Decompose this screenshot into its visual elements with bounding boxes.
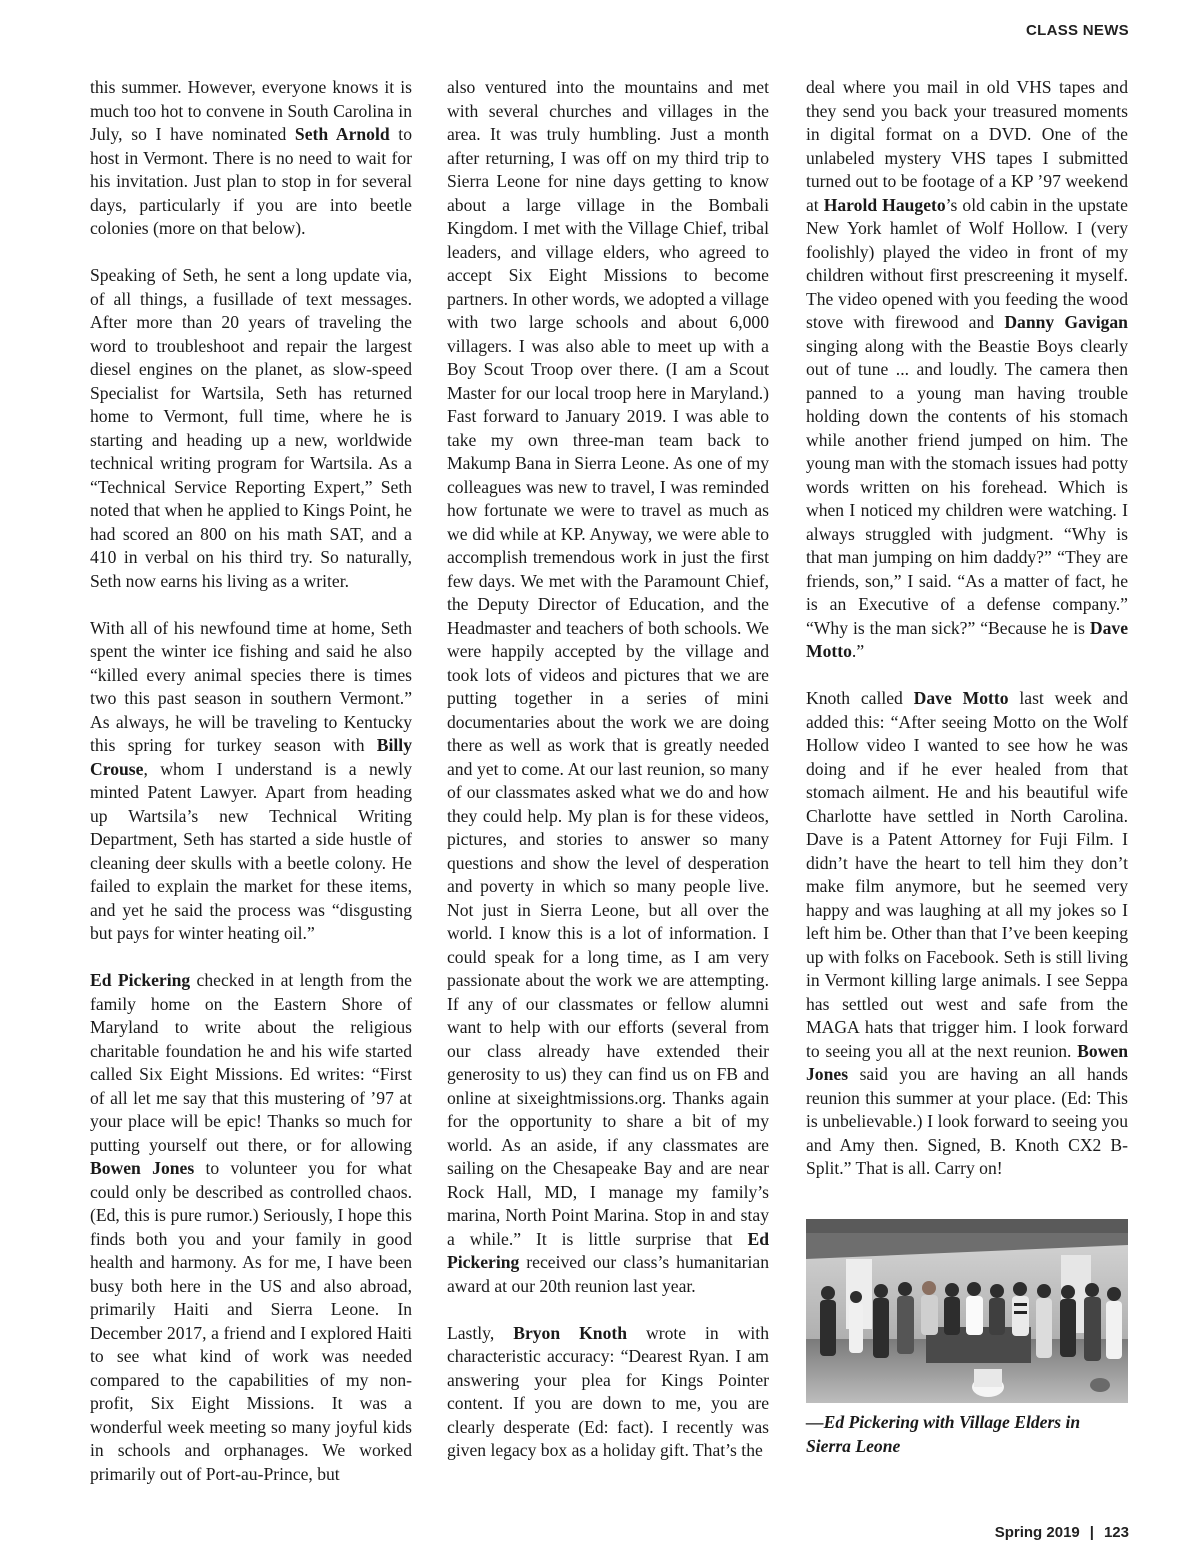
page-number: 123: [1103, 1524, 1129, 1541]
classmate-name: Harold Haugeto: [823, 194, 946, 215]
section-header: CLASS NEWS: [1025, 22, 1129, 39]
classmate-name: Bowen Jones: [90, 1158, 195, 1178]
village-elders-photo: [806, 1219, 1128, 1403]
article-paragraph: Ed Pickering checked in at length from the family home on the Eastern Shore of Maryland to write about the religious charitable foundation he and his wife started called Six Eight Missions. Ed writes: “First of all let me say that this mustering of ’97 at your place will be epic! Thanks so much for putting yourself out there, or for allowing Bowen Jones to volunteer you for what could only be described as controlled chaos. (Ed, this is pure rumor.) Seriously, I hope this finds both you and your family in good health and harmony. As for me, I have been busy both here in the US and also abroad, primarily Haiti and Sierra Leone. In December 2017, a friend and I explored Haiti to see what kind of work was needed compared to the capabilities of my non-profit, Six Eight Missions. It was a wonderful week meeting so many joyful kids in schools and orphanages. We worked primarily out of Port-au-Prince, but: [90, 970, 412, 1484]
classmate-name: Dave Motto: [913, 688, 1009, 708]
classmate-name: Seth Arnold: [294, 124, 390, 144]
classmate-name: Ed Pickering: [90, 970, 191, 990]
footer-separator: |: [1089, 1524, 1094, 1541]
classmate-name: Danny Gavigan: [1004, 312, 1128, 332]
photo-caption: —Ed Pickering with Village Elders in Sierra Leone: [806, 1412, 1081, 1456]
page-footer: [995, 1524, 1129, 1541]
classmate-name: Bowen Jones: [806, 1040, 1128, 1084]
issue-label: Spring 2019: [994, 1524, 1080, 1541]
article-paragraph: also ventured into the mountains and met with several churches and villages in the area. It was truly humbling. Just a month after returning, I was off on my third trip to Sierra Leone for nine days getting to know about a large village in the Bombali Kingdom. I met with the Village Chief, tribal leaders, and village elders, who agreed to accept Six Eight Missions to become partners. In other words, we adopted a village with two large schools and about 6,000 villagers. I was also able to meet up with a Boy Scout Troop over there. (I am a Scout Master for our local troop here in Maryland.) Fast forward to January 2019. I was able to take my own three-man team back to Makump Bana in Sierra Leone. As one of my colleagues was new to travel, I was reminded how fortunate we were to travel as much as we did while at KP. Anyway, we were able to accomplish tremendous work in just the first few days. We met with the Paramount Chief, the Deputy Director of Education, and the Headmaster and teachers of both schools. We were happily accepted by the village and took lots of videos and pictures that we are putting together in a series of mini documentaries about the work we are doing there as well as work that is greatly needed and yet to come. At our last reunion, so many of our classmates asked what we do and how they could help. My plan is for these videos, pictures, and stories to answer so many questions and show the level of desperation and poverty in which so many people live. Not just in Sierra Leone, but all over the world. I know this is a lot of information. I could speak for a long time, as I am very passionate about the work we are attempting. If any of our classmates or fellow alumni want to help with our efforts (several from our class already have extended their generosity to us) they can find us on FB and online at sixeightmissions.org. Thanks again for the opportunity to share a bit of my world. As an aside, if any classmates are sailing on the Chesapeake Bay and are near Rock Hall, MD, I manage my family’s marina, North Point Marina. Stop in and stay a while.” It is little surprise that Ed Pickering received our class’s humanitarian award at our 20th reunion last year.: [447, 77, 769, 1296]
classmate-name: Billy Crouse: [90, 735, 412, 779]
article-paragraph: Lastly, Bryon Knoth wrote in with characteristic accuracy: “Dearest Ryan. I am answering your plea for Kings Pointer content. If you are down to me, you are clearly desperate (Ed: fact). I recently was given legacy box as a holiday gift. That’s the: [447, 1322, 769, 1460]
article-column-3: [806, 76, 1128, 1181]
photo-illustration: [806, 1219, 1128, 1403]
article-column-1: [90, 76, 412, 1486]
article-paragraph: Speaking of Seth, he sent a long update via, of all things, a fusillade of text messages. After more than 20 years of traveling the word to troubleshoot and repair the largest diesel engines on the planet, as slow-speed Specialist for Wartsila, Seth has returned home to Vermont, full time, where he is starting and heading up a new, worldwide technical writing program for Wartsila. As a “Technical Service Reporting Expert,” Seth noted that when he applied to Kings Point, he had scored an 800 on his math SAT, and a 410 in verbal on his third try. So naturally, Seth now earns his living as a writer.: [90, 265, 412, 591]
article-paragraph: this summer. However, everyone knows it is much too hot to convene in South Carolina in July, so I have nominated Seth Arnold to host in Vermont. There is no need to wait for his invitation. Just plan to stop in for several days, particularly if you are into beetle colonies (more on that below).: [90, 77, 412, 238]
article-paragraph: Knoth called Dave Motto last week and added this: “After seeing Motto on the Wolf Hollow video I wanted to see how he was doing and if he ever healed from that stomach ailment. He and his beautiful wife Charlotte have settled in North Carolina. Dave is a Patent Attorney for Fuji Film. I didn’t have the heart to tell him they don’t make film anymore, but he seemed very happy and was laughing at all my jokes so I left him be. Other than that I’ve been keeping up with folks on Facebook. Seth is still living in Vermont killing large animals. I see Seppa has settled out west and safe from the MAGA hats that trigger him. I look forward to seeing you all at the next reunion. Bowen Jones said you are having an all hands reunion this summer at your place. (Ed: This is unbelievable.) I look forward to seeing you and Amy then. Signed, B. Knoth CX2 B-Split.” That is all. Carry on!: [806, 688, 1128, 1178]
article-column-2: [447, 76, 769, 1463]
classmate-name: Bryon Knoth: [513, 1322, 628, 1343]
classmate-name: Ed Pickering: [447, 1228, 769, 1272]
article-paragraph: deal where you mail in old VHS tapes and they send you back your treasured moments in digital format on a DVD. One of the unlabeled mystery VHS tapes I submitted turned out to be footage of a KP ’97 weekend at Harold Haugeto’s old cabin in the upstate New York hamlet of Wolf Hollow. I (very foolishly) played the video in front of my children without first prescreening it myself. The video opened with you feeding the wood stove with firewood and Danny Gavigan singing along with the Beastie Boys clearly out of tune ... and loudly. The camera then panned to a young man having trouble holding down the contents of his stomach while another friend jumped on him. The young man with the stomach issues had potty words written on his forehead. Which is when I noticed my children were watching. I always struggled with judgment. “Why is that man jumping on him daddy?” “They are friends, son,” I said. “As a matter of fact, he is an Executive of a defense company.” “Why is the man sick?” “Because he is Dave Motto.”: [806, 77, 1128, 661]
classmate-name: Dave Motto: [806, 617, 1128, 661]
article-paragraph: With all of his newfound time at home, Seth spent the winter ice fishing and said he also “killed every animal species there is times two this past season in southern Vermont.” As always, he will be traveling to Kentucky this spring for turkey season with Billy Crouse, whom I understand is a newly minted Patent Lawyer. Apart from heading up Wartsila’s new Technical Writing Department, Seth has started a side hustle of cleaning deer skulls with a beetle colony. He failed to explain the market for these items, and yet he said the process was “disgusting but pays for winter heating oil.”: [90, 617, 412, 943]
